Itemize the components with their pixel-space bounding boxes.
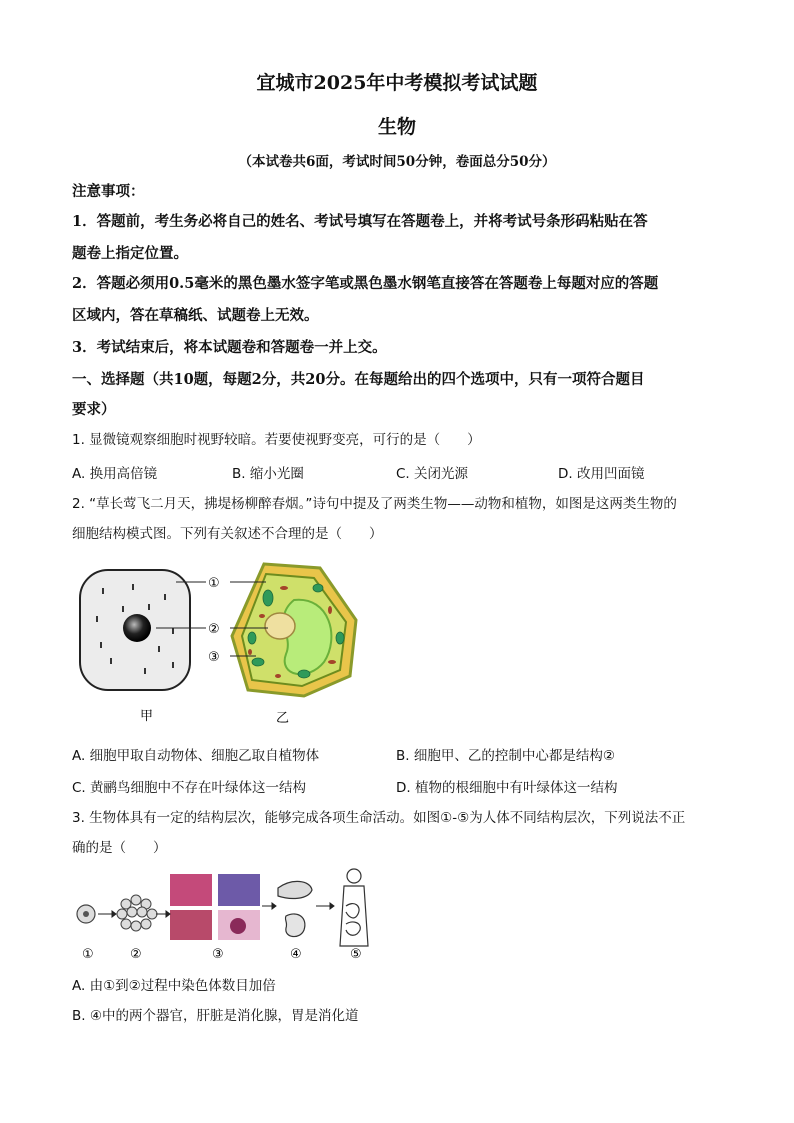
human-body-icon: [340, 869, 368, 946]
q3-stem-b: 确的是（ ）: [72, 840, 167, 856]
animal-cell-nucleus: [123, 614, 151, 642]
q2-stem-b: 细胞结构模式图。下列有关叙述不合理的是（ ）: [72, 526, 383, 542]
exam-title: 宜城市2025年中考模拟考试试题: [256, 72, 538, 94]
section1-heading-b: 要求）: [72, 401, 116, 418]
q1-option-c: C. 关闭光源: [396, 466, 469, 482]
label-1: ①: [208, 576, 220, 591]
exam-note: （本试卷共6面，考试时间50分钟，卷面总分50分）: [238, 154, 556, 170]
notice-heading: 注意事项：: [72, 183, 145, 200]
level-label-4: ④: [290, 947, 302, 962]
stomach-icon: [285, 914, 304, 937]
cell-diagram: [72, 558, 372, 728]
q1-option-d: D. 改用凹面镜: [558, 466, 645, 482]
label-3: ③: [208, 650, 220, 665]
q2-option-d: D. 植物的根细胞中有叶绿体这一结构: [396, 780, 618, 796]
level-label-1: ①: [82, 947, 94, 962]
notice-item-2a: 2．答题必须用0.5毫米的黑色墨水签字笔或黑色墨水钢笔直接答在答题卷上每题对应的答题: [72, 275, 659, 292]
liver-icon: [278, 881, 312, 898]
plant-cell-nucleus: [265, 613, 295, 639]
q2-stem-a: 2. “草长莺飞二月天，拂堤杨柳醉春烟。”诗句中提及了两类生物——动物和植物，如图是这两类生物的: [72, 496, 677, 512]
q2-option-c: C. 黄鹂鸟细胞中不存在叶绿体这一结构: [72, 780, 307, 796]
notice-item-1b: 题卷上指定位置。: [72, 245, 188, 262]
level-label-5: ⑤: [350, 947, 362, 962]
level-label-3: ③: [212, 947, 224, 962]
notice-item-1a: 1．答题前，考生务必将自己的姓名、考试号填写在答题卷上，并将考试号条形码粘贴在答: [72, 213, 648, 230]
cell-b-label: 乙: [276, 711, 290, 726]
q3-stem-a: 3. 生物体具有一定的结构层次，能够完成各项生命活动。如图①-⑤为人体不同结构层次，下列说法不正: [72, 810, 686, 826]
notice-item-2b: 区域内，答在草稿纸、试题卷上无效。: [72, 307, 319, 324]
tissue-connective: [218, 874, 260, 906]
tissue-epithelial: [170, 910, 212, 940]
label-2: ②: [208, 622, 220, 637]
level-label-2: ②: [130, 947, 142, 962]
cell-a-label: 甲: [140, 709, 154, 724]
q2-option-b: B. 细胞甲、乙的控制中心都是结构②: [396, 748, 615, 764]
q1-option-b: B. 缩小光圈: [232, 466, 304, 482]
section1-heading-a: 一、选择题（共10题，每题2分，共20分。在每题给出的四个选项中，只有一项符合题目: [72, 371, 645, 388]
plant-cell-vacuole: [284, 600, 331, 674]
q3-option-b: B. ④中的两个器官，肝脏是消化腺，胃是消化道: [72, 1008, 359, 1024]
notice-item-3: 3．考试结束后，将本试题卷和答题卷一并上交。: [72, 339, 387, 356]
q1-option-a: A. 换用高倍镜: [72, 466, 158, 482]
q2-option-a: A. 细胞甲取自动物体、细胞乙取自植物体: [72, 748, 320, 764]
body-levels-diagram: [72, 866, 392, 966]
q3-option-a: A. 由①到②过程中染色体数目加倍: [72, 978, 276, 994]
subject-title: 生物: [377, 116, 416, 138]
q1-stem: 1. 显微镜观察细胞时视野较暗。若要使视野变亮，可行的是（ ）: [72, 432, 481, 448]
tissue-muscle: [170, 874, 212, 906]
cell-cluster: [117, 895, 157, 931]
